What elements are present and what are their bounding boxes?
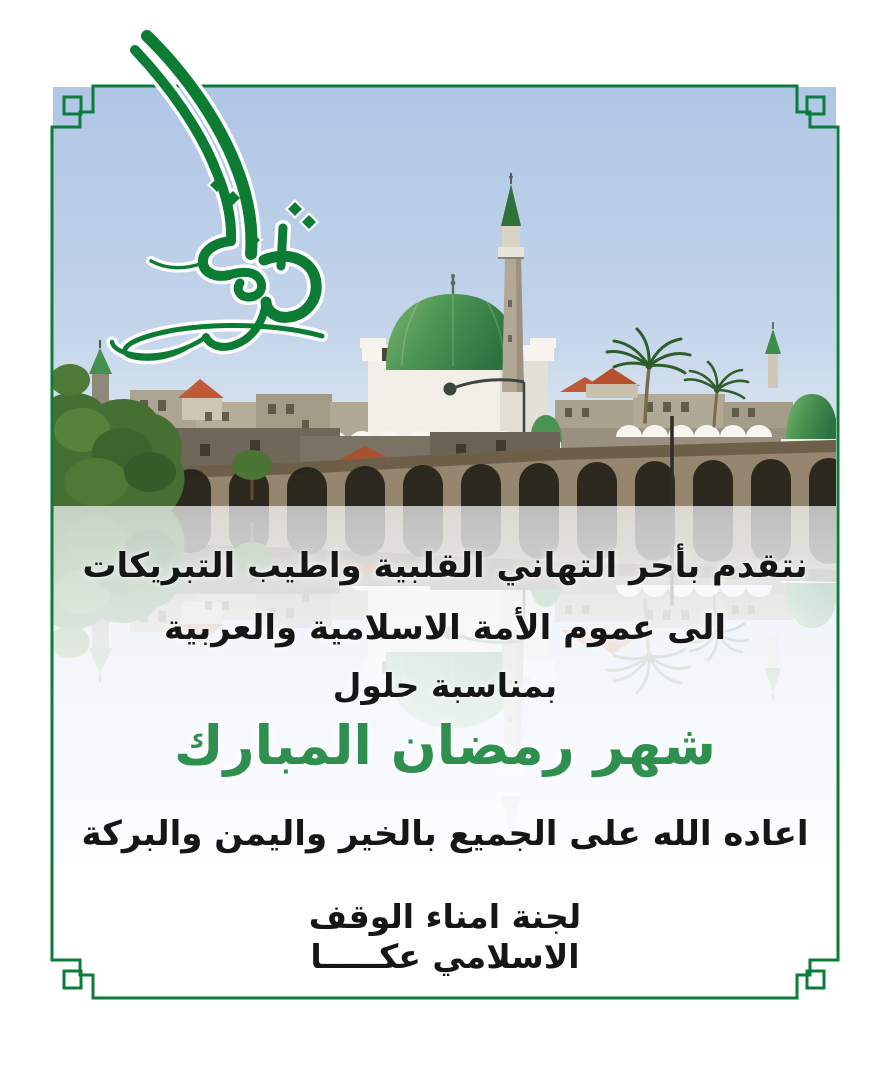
greeting-line-5: اعاده الله على الجميع بالخير واليمن والبركة	[81, 814, 809, 854]
ramadan-headline: شهر رمضان المبارك	[174, 714, 716, 777]
greeting-line-3: بمناسبة حلول	[332, 666, 558, 705]
signature-line-2: الاسلامي عكـــــا	[310, 937, 580, 976]
waterline	[52, 506, 838, 512]
greeting-line-1: نتقدم بأحر التهاني القلبية واطيب التبريكات	[82, 546, 808, 586]
signature-line-1: لجنة امناء الوقف	[308, 897, 582, 936]
mosque-photo-scene	[50, 86, 849, 512]
greeting-line-2: الى عموم الأمة الاسلامية والعربية	[164, 608, 726, 648]
photo-area	[50, 86, 849, 998]
